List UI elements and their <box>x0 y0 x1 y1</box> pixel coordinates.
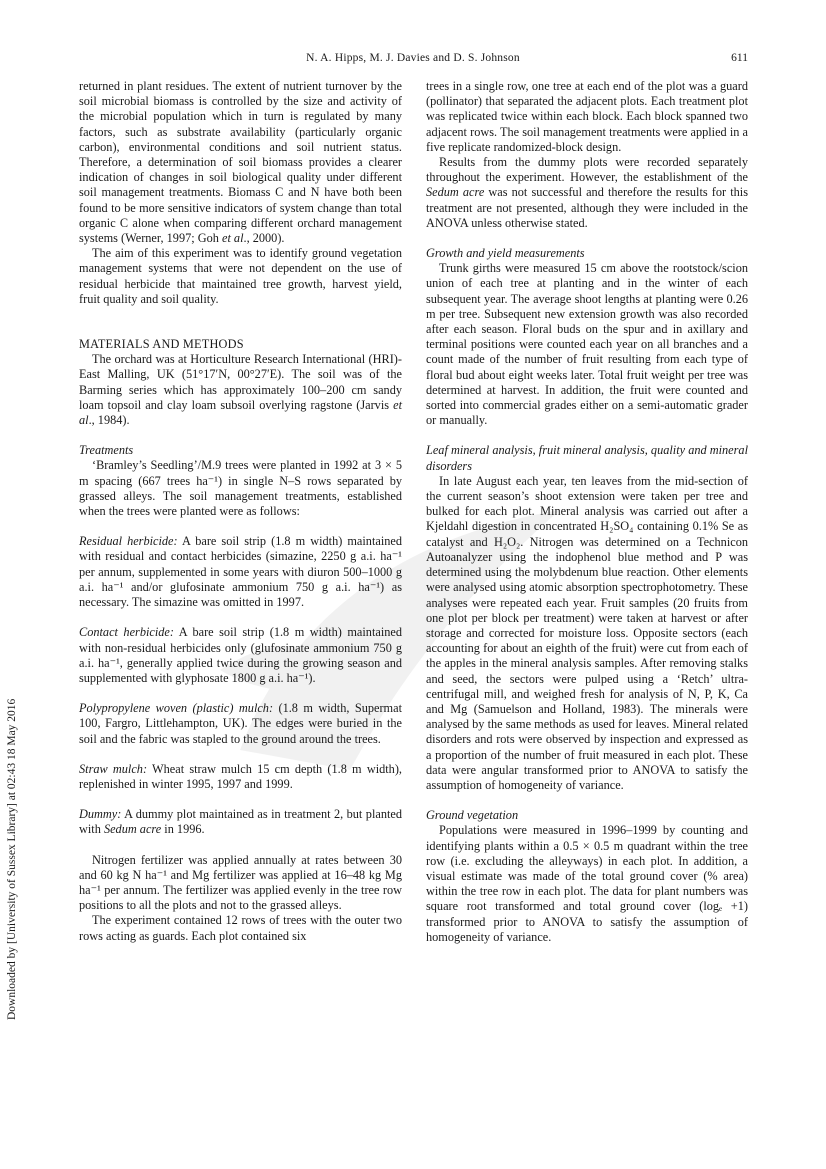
subheading-treatments: Treatments <box>79 443 134 458</box>
page-header <box>0 52 826 68</box>
body-paragraph: Results from the dummy plots were recorded separately throughout the experiment. However, the establishment of the Sedum acre was not successful and therefore the results for this treatment are not presented, although they were included in the ANOVA unless otherwise stated. <box>426 155 748 230</box>
body-paragraph: ‘Bramley’s Seedling’/M.9 trees were planted in 1992 at 3 × 5 m spacing (667 trees ha⁻¹) in single N–S rows separated by grassed alleys. The soil management treatments, established when the trees were planted were as follows: <box>79 458 402 519</box>
subheading-growth-yield: Growth and yield measurements <box>426 246 585 261</box>
body-paragraph: Nitrogen fertilizer was applied annually at rates between 30 and 60 kg N ha⁻¹ and Mg fertilizer was applied at 16–48 kg Mg ha⁻¹ per annum. The fertilizer was applied evenly in the tree row positions to all the plots and not to the grassed alleys. <box>79 852 402 913</box>
treatment-straw-mulch: Straw mulch: Wheat straw mulch 15 cm depth (1.8 m width), replenished in winter 1995, 1997 and 1999. <box>79 761 402 791</box>
body-paragraph: The aim of this experiment was to identify ground vegetation management systems that were not dependent on the use of residual herbicide that maintained tree growth, harvest yield, fruit quality and soil quality. <box>79 246 402 306</box>
running-head: N. A. Hipps, M. J. Davies and D. S. Johnson <box>306 52 520 64</box>
body-paragraph: Trunk girths were measured 15 cm above the rootstock/scion union of each tree at planting and in the winter of each subsequent year. The average shoot lengths at planting were 0.26 m per tree. Subsequent new extension growth was also recorded after each season. Floral buds on the spur and in axillary and terminal positions were counted each year on all branches and a count made of the number of fruit resulting from each type of floral bud about eight weeks later. Total fruit weight per tree was determined at harvest. In addition, the fruit were counted and sorted into commercial grades either on a semi-automatic grader or manually. <box>426 261 748 428</box>
body-paragraph: The orchard was at Horticulture Research International (HRI)-East Malling, UK (51°17′N, 00°27′E). The soil was of the Barming series which has approximately 100–200 cm sandy loam topsoil and clay loam subsoil overlying ragstone (Jarvis et al., 1984). <box>79 352 402 428</box>
page-number: 611 <box>731 52 748 64</box>
treatment-dummy: Dummy: A dummy plot maintained as in treatment 2, but planted with Sedum acre in 1996. <box>79 807 402 837</box>
treatment-residual-herbicide: Residual herbicide: A bare soil strip (1.8 m width) maintained with residual and contact herbicides (simazine, 2250 g a.i. ha⁻¹ per annum, supplemented in some years with diuron 500–1000 g a.i. ha⁻¹ and/or glufosinate ammonium 750 g a.i. ha⁻¹) as necessary. The simazine was omitted in 1997. <box>79 534 402 610</box>
subheading-ground-vegetation: Ground vegetation <box>426 808 519 823</box>
left-column <box>79 79 402 944</box>
right-column <box>426 79 748 945</box>
body-paragraph: trees in a single row, one tree at each end of the plot was a guard (pollinator) that separated the adjacent plots. Each treatment plot was replicated twice within each block. Each block spanned two adjacent rows. The soil management treatments were applied in a five replicate randomized-block design. <box>426 79 748 154</box>
section-heading-methods: MATERIALS AND METHODS <box>79 337 244 352</box>
body-paragraph: In late August each year, ten leaves from the mid-section of the current season’s shoot extension were taken per tree and bulked for each plot. Mineral analysis was carried out after a Kjeldahl digestion in concentrated H₂SO₄ containing 0.1% Se as catalyst and H₂O₂. Nitrogen was determined on a Technicon Autoanalyzer using the indophenol blue method and P was determined using the molybdenum blue reaction. Other elements were analysed using atomic absorption spectrophotometry. These analyses were repeated each year. Fruit samples (20 fruits from one plot per block per treatment) were taken at harvest or after storage and corrected for moisture loss. Opposite sectors (each accounting for about an eighth of the fruit) were cut from each of the apples in the mineral analysis samples. After removing stalks and seed, the sectors were pulped using a ‘Retch’ ultra-centrifugal mill, and weighed fresh for analysis of N, P, K, Ca and Mg (Samuelson and Holland, 1983). The minerals were analysed by the same methods as used for leaves. Mineral related disorders and rots were observed by inspection and expressed as a proportion of the number of fruit measured in each plot. These data were angular transformed prior to ANOVA to satisfy the assumption of homogeneity of variance. <box>426 473 748 792</box>
treatment-contact-herbicide: Contact herbicide: A bare soil strip (1.8 m width) maintained with non-residual herbicides only (glufosinate ammonium 750 g a.i. ha⁻¹, generally applied twice during the growing season and supplemented with glyphosate 1800 g a.i. ha⁻¹). <box>79 625 402 685</box>
subheading-leaf-mineral: Leaf mineral analysis, fruit mineral analysis, quality and mineral disorders <box>426 443 748 473</box>
body-paragraph: returned in plant residues. The extent of nutrient turnover by the soil microbial biomass is controlled by the size and activity of the microbial population which in turn is regulated by many factors, such as substrate availability (particularly organic carbon), environmental conditions and soil nutrient status. Therefore, a determination of soil biomass provides a clearer indication of changes in soil biological quality under different soil management treatments. Biomass C and N have both been found to be more sensitive indicators of system change than total organic C alone when comparing different orchard management systems (Werner, 1997; Goh et al., 2000). <box>79 79 402 246</box>
body-paragraph: The experiment contained 12 rows of trees with the outer two rows acting as guards. Each plot contained six <box>79 913 402 943</box>
body-paragraph: Populations were measured in 1996–1999 by counting and identifying plants within a 0.5 × 0.5 m quadrant within the tree row (i.e. excluding the alleyways) in each plot. In addition, a visual estimate was made of the total ground cover (% area) within the tree row in each plot. The data for plant numbers was square root transformed and total ground cover (logₑ +1) transformed prior to ANOVA to satisfy the assumption of homogeneity of variance. <box>426 823 748 944</box>
download-notice: Downloaded by [University of Sussex Library] at 02:43 18 May 2016 <box>6 698 18 1020</box>
treatment-plastic-mulch: Polypropylene woven (plastic) mulch: (1.8 m width, Supermat 100, Fargro, Littlehampton, UK). The edges were buried in the soil and the fabric was stapled to the ground around the trees. <box>79 701 402 746</box>
